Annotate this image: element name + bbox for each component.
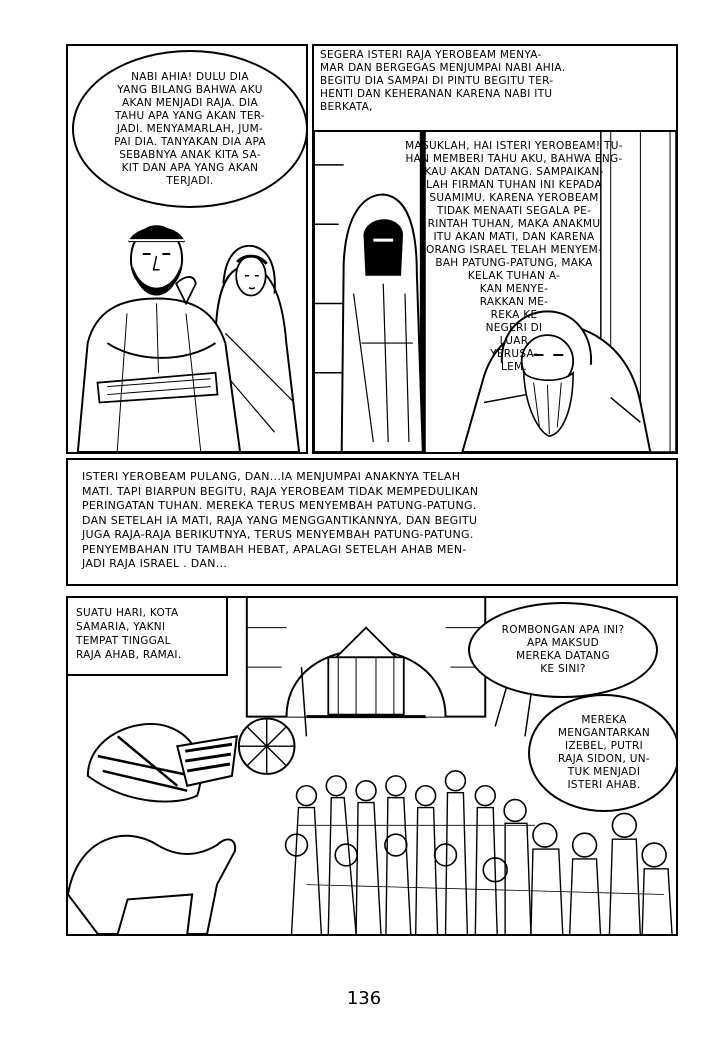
speech-text-answer: MEREKA MENGANTARKAN IZEBEL, PUTRI RAJA SIDON, UN- TUK MENJADI ISTERI AHAB. (557, 714, 651, 791)
speech-bubble-answer (528, 694, 678, 812)
narration-caption-panel-3: ISTERI YEROBEAM PULANG, DAN...IA MENJUMPAI ANAKNYA TELAH MATI. TAPI BIARPUN BEGITU, RAJA YEROBEAM TIDAK MEMPEDULIKAN PERINGATAN TUHAN. MEREKA TERUS MENYEMBAH PATUNG-PATUNG. DAN SETELAH IA MATI, RAJA YANG MENGGANTIKANNYA, DAN BEGITU JUGA RAJA-RAJA BERIKUTNYA, TERUS MENYEMBAH PATUNG-PATUNG. PENYEMBAHAN ITU TAMBAH HEBAT, APALAGI SETELAH AHAB MEN- JADI RAJA ISRAEL . DAN... (66, 458, 678, 586)
speech-text-ahia: MASUKLAH, HAI ISTERI YEROBEAM! TU- HAN MEMBERI TAHU AKU, BAHWA ENG- KAU AKAN DATANG. SAMPAIKAN- LAH FIRMAN TUHAN INI KEPADA SUAMIMU. KARENA YEROBEAM TIDAK MENAATI SEGALA PE- RINTAH TUHAN, MAKA ANAKMU ITU AKAN MATI, DAN KARENA ORANG ISRAEL TELAH MENYEM- BAH PATUNG-PATUNG, MAKA KELAK TUHAN A- KAN MENYE- RAKKAN ME- REKA KE NEGERI DI LUAR YERUSA- LEM. (405, 140, 623, 373)
page-number: 136 (346, 988, 382, 1009)
panel-4 (66, 596, 678, 936)
panel-2 (312, 44, 678, 454)
speech-text-question: ROMBONGAN APA INI? APA MAKSUD MEREKA DATANG KE SINI? (501, 624, 625, 675)
speech-text-yerobeam: NABI AHIA! DULU DIA YANG BILANG BAHWA AKU AKAN MENJADI RAJA. DIA TAHU APA YANG AKAN TER- JADI. MENYAMARLAH, JUM- PAI DIA. TANYAKAN DIA APA SEBABNYA ANAK KITA SA- KIT DAN APA YANG AKAN TERJADI. (114, 70, 266, 187)
narration-caption-panel-2: SEGERA ISTERI RAJA YEROBEAM MENYA- MAR DAN BERGEGAS MENJUMPAI NABI AHIA. BEGITU DIA SAMPAI DI PINTU BEGITU TER- HENTI DAN KEHERANAN KARENA NABI ITU BERKATA, (314, 46, 678, 132)
speech-bubble-question (468, 602, 658, 698)
panel-1 (66, 44, 308, 454)
speech-bubble-yerobeam (72, 50, 308, 208)
narration-caption-panel-4: SUATU HARI, KOTA SAMARIA, YAKNI TEMPAT TINGGAL RAJA AHAB, RAMAI. (68, 598, 228, 676)
